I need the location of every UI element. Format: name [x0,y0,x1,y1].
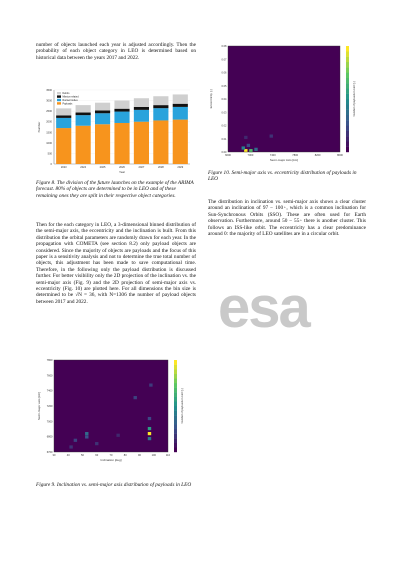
y-tick-label: 0.08 [221,45,227,48]
y-axis-label: Semi-major axis [km] [37,391,41,421]
colorbar-segment [174,406,177,411]
colorbar-segment [346,131,349,137]
y-tick-label: 0.00 [221,151,227,154]
y-tick-label: 1500 [46,131,52,135]
bar-segment [153,96,168,105]
heatmap-cell [116,434,119,437]
heatmap-cell [149,383,152,386]
colorbar-segment [346,126,349,132]
x-tick-label: 2026 [119,166,125,169]
heatmap-cell [254,148,257,151]
colorbar-segment [174,360,177,365]
bar-segment [56,108,71,115]
x-tick-label: 100 [151,454,156,457]
colorbar-segment [346,62,349,68]
colorbar-segment [174,374,177,379]
x-tick-label: 2028 [157,166,164,169]
heatmap-cell [249,149,252,152]
x-tick-label: 8600 [337,154,343,157]
legend-swatch [57,99,61,101]
y-tick-label: 1000 [46,141,52,145]
colorbar-segment [174,365,177,370]
x-axis-label: Semi-major Axis [km] [269,158,299,162]
colorbar-label: Number of payloads in LEO [-] [353,81,356,117]
figure-8-stacked-bar-chart [34,84,194,176]
bar-segment [114,112,129,123]
y-tick-label: 0.06 [221,71,227,75]
legend-label: Mission related [62,95,79,99]
colorbar-segment [174,397,177,402]
heatmap-cell [247,144,250,147]
bar-segment [153,108,168,120]
colorbar-segment [346,83,349,89]
y-tick-label: 3500 [46,89,52,92]
y-tick-label: 6800 [46,435,53,439]
colorbar-segment [346,88,349,94]
x-axis-label: Inclination [deg] [100,458,122,462]
y-tick-label: 0.03 [221,111,227,115]
bar-segment [56,118,71,128]
x-tick-label: 60 [95,454,99,457]
figure-9-caption: Figure 9. Inclination vs. semi-major axis distribution of payloads in LEO [36,482,192,488]
bar-segment [95,113,110,124]
bar-segment [134,110,149,122]
x-tick-label: 90 [138,454,141,457]
bar-segment [173,120,188,164]
legend-label: Rocket bodies [62,99,78,102]
heatmap-cell [148,432,151,435]
colorbar-segment [346,115,349,121]
colorbar-segment [174,429,177,434]
bar-segment [56,115,71,118]
colorbar-segment [174,447,177,452]
colorbar-segment [174,434,177,439]
x-tick-label: 2025 [99,166,106,169]
y-tick-label: 0.07 [221,58,227,62]
y-tick-label: 7200 [46,405,53,408]
y-tick-label: 0.05 [221,84,227,88]
colorbar-segment [346,110,349,116]
y-tick-label: 3000 [46,99,52,103]
figure-10-heatmap [206,40,366,168]
bar-segment [134,98,149,107]
figure-9-heatmap [34,354,194,466]
heatmap-cell [148,417,151,420]
bar-segment [173,107,188,120]
legend-swatch [57,102,61,104]
y-tick-label: 2000 [46,120,52,124]
colorbar-segment [346,94,349,100]
y-tick-label: 7600 [46,374,53,378]
x-tick-label: 7800 [292,154,299,157]
paragraph-methodology: Then for the each category in LEO, a 3-dimensional binned distribution of the semi-major axis, the eccentricity and the inclination is built. From this distribution the orbital parameters are randomly drawn for each year. In the propagation with COMETA (see section 8.2) only payload objects are considered. Since the majority of objects are payloads and the focus of this paper is a sensitivity analysis and not to determine the true total number of objects, this adjustment has been made to save computational time. Therefore, in the following only the payload distribution is discussed further. For better visibility only the 2D projection of the inclination vs. the semi-major axis (Fig. 9) and the 2D projection of semi-major axis vs. eccentricity (Fig. 10) are plotted here. For all dimensions the bin size is determined to be √N = 36, with N=1306 the number of payload objects between 2017 and 2022. [36,222,196,305]
legend-label: Debris [62,92,70,96]
y-tick-label: 6700 [46,451,53,454]
colorbar-segment [346,51,349,57]
x-axis-label: Year [118,170,126,174]
colorbar-segment [346,67,349,73]
colorbar-segment [174,424,177,429]
paragraph-intro: number of objects launched each year is adjusted accordingly. Then the probability of each object category in LEO is determined based on historical data between the years 2017 and 2022. [36,42,196,61]
legend-swatch [57,92,61,94]
bar-segment [173,104,188,107]
colorbar-segment [346,136,349,142]
heatmap-cell [85,435,88,438]
x-tick-label: 7000 [247,154,254,157]
heatmap-cell [95,442,98,445]
x-tick-label: 8200 [314,154,321,157]
legend-label: Payloads [62,102,73,106]
y-tick-label: 2500 [46,110,52,114]
esa-watermark: esa [218,275,309,340]
colorbar-segment [174,420,177,425]
heatmap-cell [244,136,247,139]
y-tick-label: 7400 [46,389,53,393]
bar-segment [95,124,110,164]
y-tick-label: 7800 [46,359,53,362]
bar-segment [134,107,149,110]
colorbar-segment [346,73,349,79]
y-tick-label: 0.02 [221,124,227,128]
figure-10-caption: Figure 10. Semi-major axis vs. eccentricity distribution of payloads in LEO [208,170,357,183]
colorbar-segment [174,401,177,406]
heatmap-cell [270,135,273,138]
x-tick-label: 40 [66,454,70,457]
heatmap-cell [69,445,72,448]
x-tick-label: 30 [52,454,56,457]
y-tick-label: 500 [47,152,52,156]
heatmap-cell [242,146,245,149]
y-tick-label: 0.01 [221,137,227,141]
bar-segment [153,120,168,164]
bar-segment [76,113,91,116]
y-axis-label: Eccentricity [-] [209,89,213,109]
x-tick-label: 110 [165,454,171,457]
heatmap-cell [148,427,151,430]
colorbar-segment [346,46,349,52]
colorbar-segment [174,392,177,397]
colorbar-segment [174,411,177,416]
heatmap-cell [74,439,77,442]
heatmap-cell [134,396,137,399]
colorbar-segment [174,443,177,448]
figure-8-caption: Figure 8. The division of the future launches on the example of the ARIMA forecast. 80% of objects are determined to be in LEO and of these remaining ones they are split in their respective object categories. [36,180,194,199]
x-tick-label: 6600 [225,154,231,157]
bar-segment [56,128,71,164]
colorbar-segment [174,378,177,383]
legend-swatch [57,95,61,97]
colorbar-segment [174,415,177,420]
colorbar-segment [346,104,349,110]
colorbar-segment [346,57,349,63]
x-tick-label: 7400 [269,154,276,157]
heatmap-cell [85,432,88,435]
y-tick-label: 7000 [46,420,53,424]
bar-segment [95,111,110,114]
colorbar-segment [346,120,349,126]
colorbar-segment [174,383,177,388]
bar-segment [76,105,91,112]
bar-segment [114,123,129,164]
colorbar-segment [346,141,349,147]
y-tick-label: 0.04 [221,98,227,101]
bar-segment [76,115,91,126]
x-tick-label: 80 [123,454,127,457]
x-tick-label: 2029 [177,166,184,169]
bar-segment [95,103,110,111]
bar-segment [76,126,91,164]
bar-segment [173,94,188,103]
y-tick-label: 0 [50,163,52,166]
paragraph-distribution-discussion: The distribution in inclination vs. semi-major axis shows a clear cluster around an inclination of 97 − 100◦, which is a common inclination for Sun-Synchronous Orbits (SSO). These are often used for Earth observation. Furthermore, around 50 − 55◦ there is another cluster. This follows an ISS-like orbit. The eccentricity has a clear predominance around 0: the majority of LEO satellites are in a circular orbit. [208,199,366,238]
heatmap-cell [148,437,151,440]
x-tick-label: 2023 [60,166,67,169]
colorbar-segment [346,99,349,105]
bar-segment [134,122,149,164]
colorbar-segment [346,78,349,84]
bar-segment [114,109,129,112]
colorbar-label: Number of payloads in LEO [-] [181,388,184,424]
x-tick-label: 50 [81,454,84,457]
x-tick-label: 2027 [138,166,145,169]
bar-segment [114,100,129,108]
bar-segment [153,105,168,108]
x-tick-label: 2024 [80,166,87,169]
colorbar-segment [174,438,177,443]
x-tick-label: 70 [109,454,113,457]
colorbar-segment [174,388,177,393]
colorbar-segment [346,147,349,153]
y-axis-label: Number [37,121,41,133]
colorbar-segment [174,369,177,374]
